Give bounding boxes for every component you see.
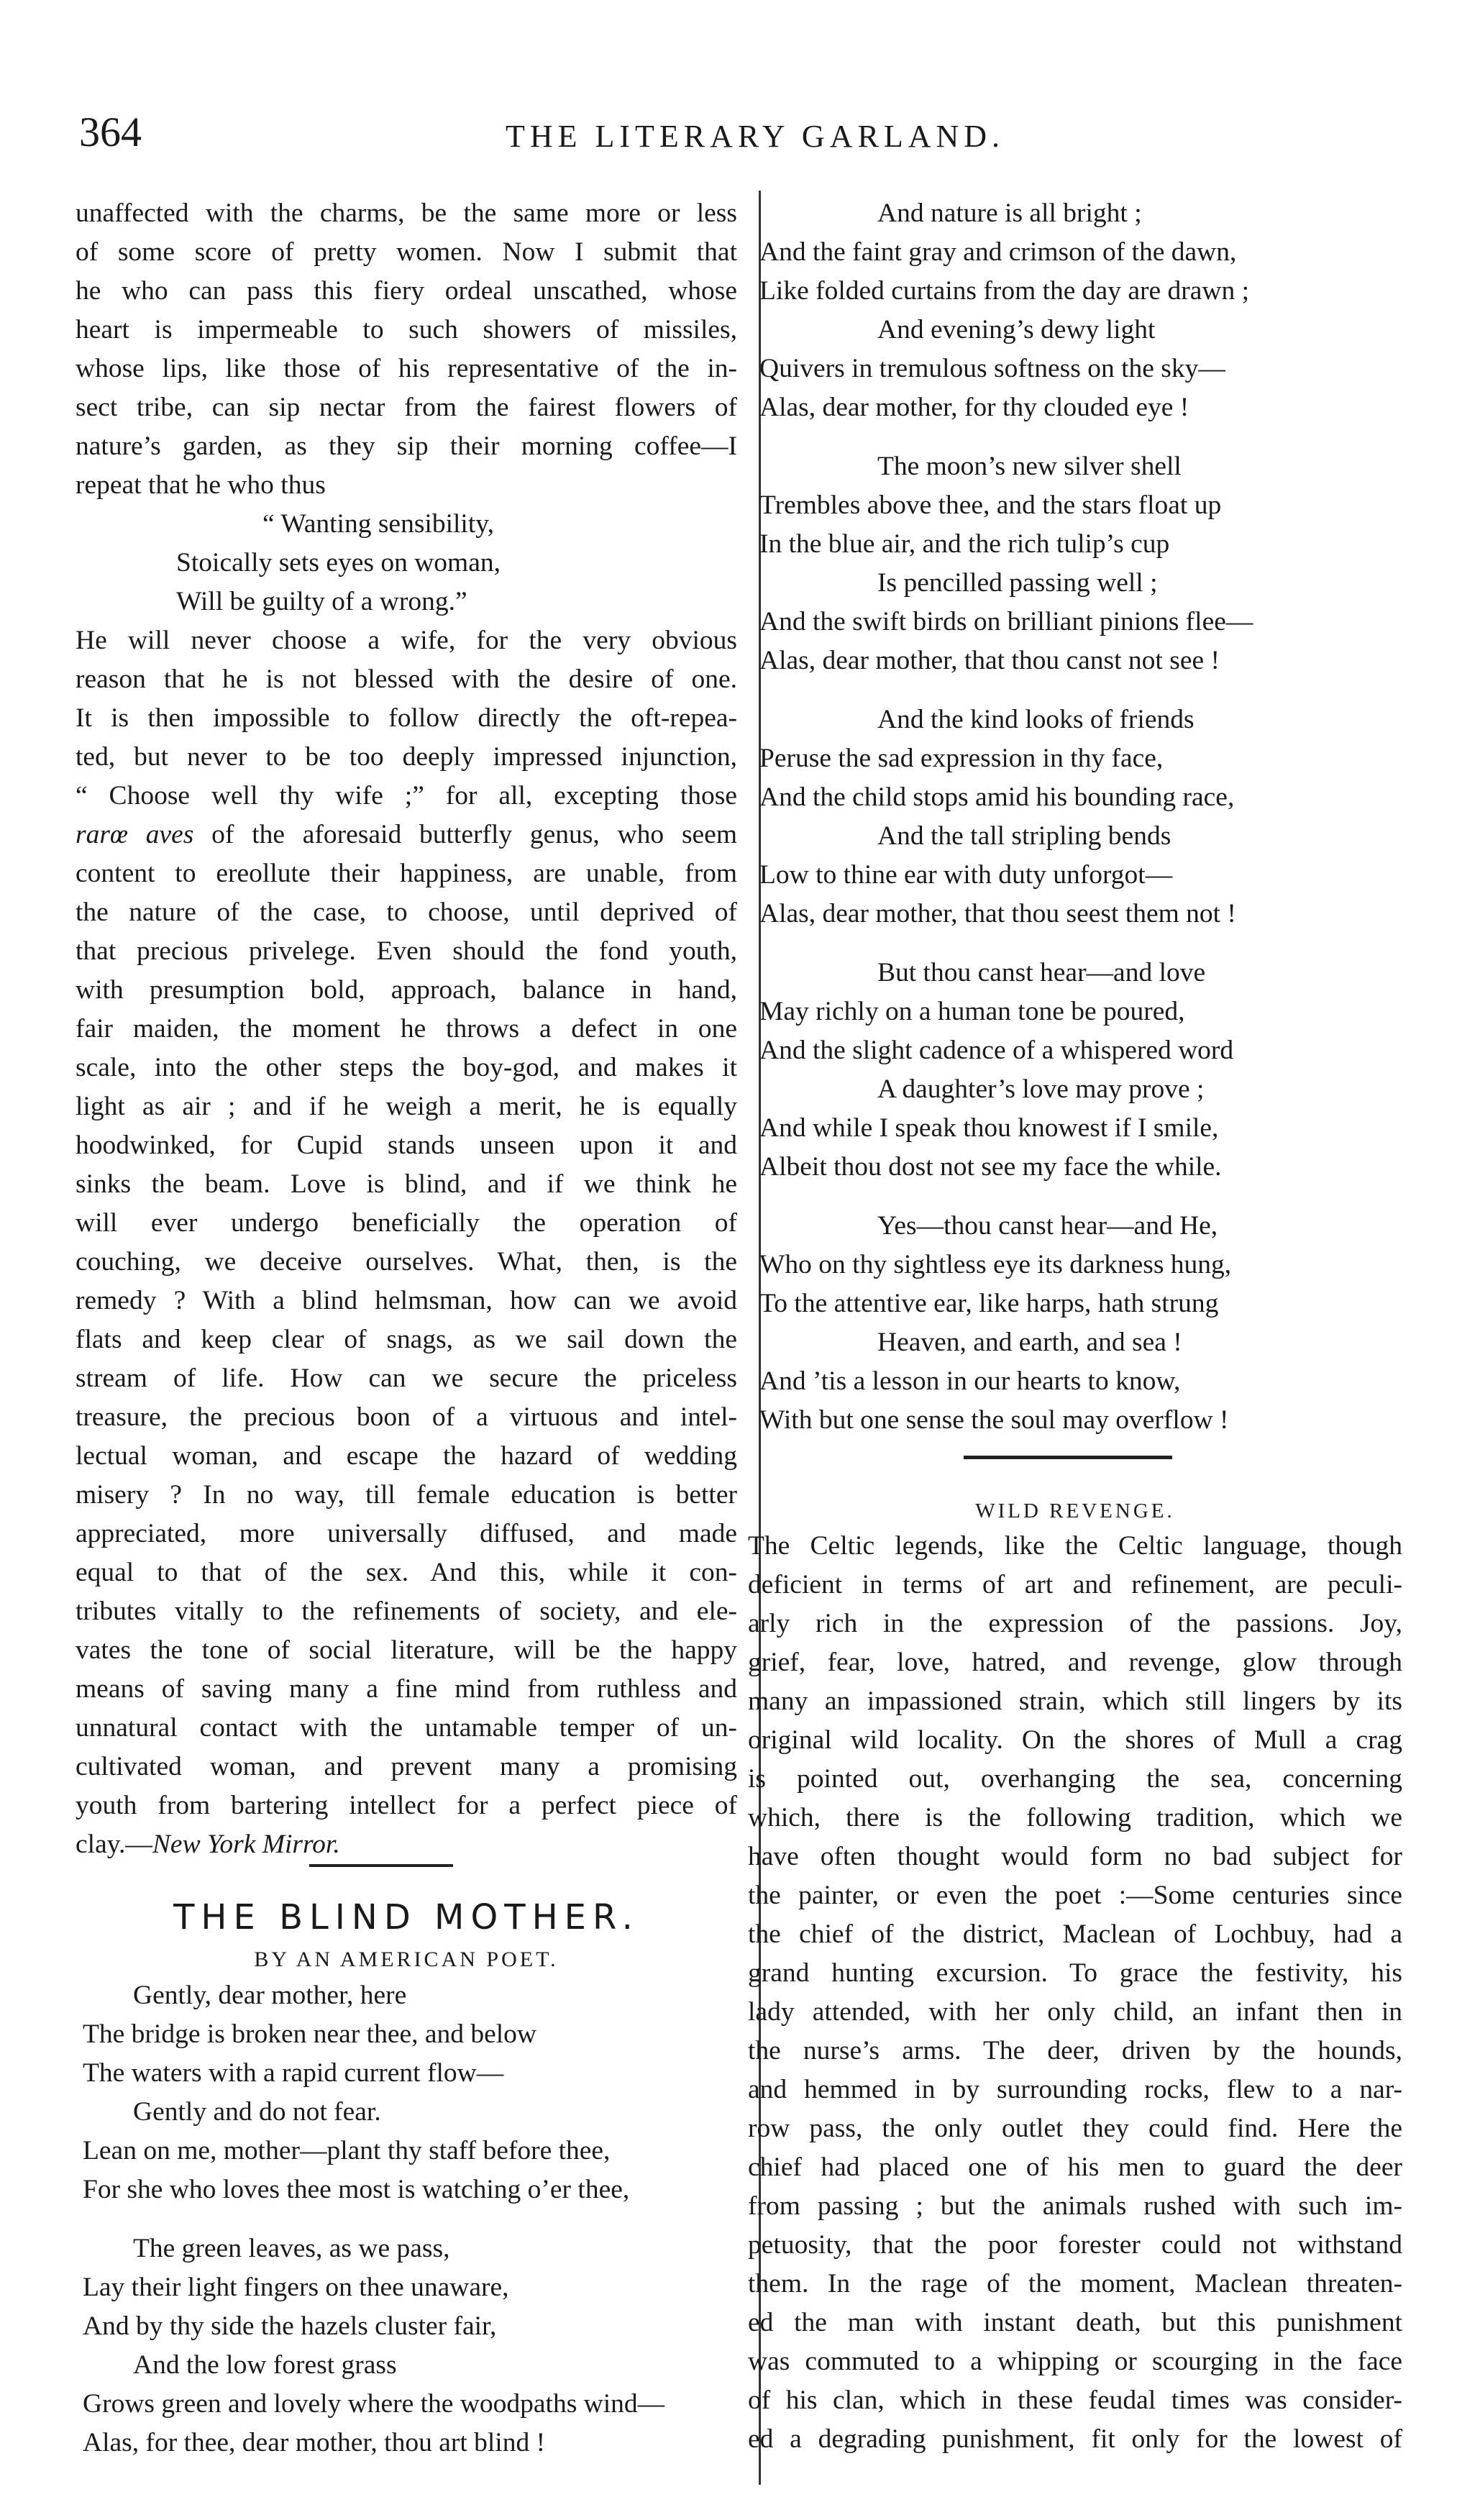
text-line: was commuted to a whipping or scourging in the face: [748, 2347, 1402, 2376]
text-line-attribution: [76, 1825, 737, 1864]
text-line: reason that he is not blessed with the desire of one.: [76, 665, 737, 694]
verse-line: And the low forest grass: [133, 2350, 397, 2380]
verse-line: To the attentive ear, like harps, hath strung: [759, 1289, 1219, 1318]
text-line: that precious privelege. Even should the fond youth,: [76, 936, 737, 966]
text-line: fair maiden, the moment he throws a defect in one: [76, 1014, 737, 1044]
verse-line: May richly on a human tone be poured,: [759, 997, 1185, 1026]
text-line: misery ? In no way, till female education is better: [76, 1480, 737, 1510]
verse-line: Albeit thou dost not see my face the while.: [759, 1152, 1222, 1182]
essay-text: [76, 194, 737, 505]
verse-line: Trembles above thee, and the stars float up: [759, 490, 1222, 520]
verse-line: And by thy side the hazels cluster fair,: [83, 2311, 497, 2341]
verse-line: Peruse the sad expression in thy face,: [759, 744, 1164, 773]
verse-line: Alas, dear mother, for thy clouded eye !: [759, 393, 1189, 422]
essay-text-continued: [76, 621, 737, 1864]
verse-line: With but one sense the soul may overflow !: [759, 1405, 1229, 1435]
verse-line: The waters with a rapid current flow—: [83, 2058, 504, 2088]
text-line: youth from bartering intellect for a perfect piece of: [76, 1791, 737, 1820]
verse-line: Who on thy sightless eye its darkness hung,: [759, 1250, 1232, 1279]
verse-line: Gently, dear mother, here: [133, 1981, 407, 2010]
text-line: lady attended, with her only child, an infant then in: [748, 1997, 1402, 2027]
verse-line: Heaven, and earth, and sea !: [877, 1328, 1182, 1357]
text-line: of some score of pretty women. Now I submit that: [76, 237, 737, 267]
text-line: cultivated woman, and prevent many a promising: [76, 1752, 737, 1781]
verse-line: And the swift birds on brilliant pinions flee—: [759, 607, 1253, 636]
verse-line: The moon’s new silver shell: [877, 452, 1182, 481]
story-text: [748, 1527, 1402, 2459]
verse-line: And while I speak thou knowest if I smile,: [759, 1113, 1219, 1143]
inline-quote: [76, 505, 737, 621]
text-line: nature’s garden, as they sip their morning coffee—I: [76, 432, 737, 461]
stanza-gap: [748, 1187, 1402, 1207]
verse-line: The bridge is broken near thee, and below: [83, 2019, 537, 2049]
text-line: them. In the rage of the moment, Maclean threaten-: [748, 2269, 1402, 2298]
text-line: the chief of the district, Maclean of Lochbuy, had a: [748, 1919, 1402, 1949]
stanza-gap: [748, 427, 1402, 447]
latin-phrase: rarœ aves: [76, 820, 194, 849]
quote-line: Will be guilty of a wrong.”: [176, 587, 467, 616]
verse-line: Alas, dear mother, that thou seest them not !: [759, 899, 1236, 928]
text-line: appreciated, more universally diffused, and made: [76, 1519, 737, 1548]
text-line: scale, into the other steps the boy-god, and makes it: [76, 1053, 737, 1082]
text-line: tributes vitally to the refinements of society, and ele-: [76, 1597, 737, 1626]
text-line: unaffected with the charms, be the same more or less: [76, 198, 737, 228]
text-line: grand hunting excursion. To grace the festivity, his: [748, 1958, 1402, 1988]
poem-title: THE BLIND MOTHER.: [173, 1897, 639, 1937]
text-line: and hemmed in by surrounding rocks, flew to a nar-: [748, 2075, 1402, 2104]
text-line: is pointed out, overhanging the sea, concerning: [748, 1764, 1402, 1794]
verse-line: Low to thine ear with duty unforgot—: [759, 860, 1173, 890]
text-line: remedy ? With a blind helmsman, how can we avoid: [76, 1286, 737, 1315]
verse-line: Quivers in tremulous softness on the sky—: [759, 354, 1225, 383]
quote-line: Stoically sets eyes on woman,: [176, 548, 501, 578]
text-line: content to ereollute their happiness, are unable, from: [76, 859, 737, 888]
text-line: chief had placed one of his men to guard the deer: [748, 2152, 1402, 2182]
left-column: [76, 194, 737, 2462]
text-line: original wild locality. On the shores of Mull a crag: [748, 1725, 1402, 1755]
text-line: means of saving many a fine mind from ruthless and: [76, 1674, 737, 1704]
verse-line: Like folded curtains from the day are drawn ;: [759, 276, 1249, 306]
text-line: grief, fear, love, hatred, and revenge, glow through: [748, 1648, 1402, 1677]
poem-stanza: [76, 2229, 737, 2462]
section-rule: [309, 1864, 453, 1867]
verse-line: Yes—thou canst hear—and He,: [877, 1211, 1218, 1241]
text-fragment: clay.—: [76, 1830, 152, 1859]
text-line: will ever undergo beneficially the operation of: [76, 1208, 737, 1238]
poem-stanza: [748, 954, 1402, 1187]
text-line: many an impassioned strain, which still lingers by its: [748, 1686, 1402, 1716]
poem-stanza: [748, 194, 1402, 427]
text-line: couching, we deceive ourselves. What, then, is the: [76, 1247, 737, 1277]
section-rule: [964, 1456, 1172, 1459]
verse-line: In the blue air, and the rich tulip’s cup: [759, 529, 1170, 559]
verse-line: And nature is all bright ;: [877, 198, 1142, 228]
verse-line: Is pencilled passing well ;: [877, 568, 1158, 598]
stanza-gap: [748, 680, 1402, 700]
verse-line: And evening’s dewy light: [877, 315, 1156, 344]
verse-line: And the tall stripling bends: [877, 821, 1171, 851]
poem-byline: BY AN AMERICAN POET.: [254, 1948, 559, 1971]
verse-line: And ’tis a lesson in our hearts to know,: [759, 1366, 1181, 1396]
page-header: [79, 108, 1431, 173]
text-line: heart is impermeable to such showers of missiles,: [76, 315, 737, 344]
source-attribution: New York Mirror.: [152, 1830, 340, 1859]
text-line: rarœ aves of the aforesaid butterfly genus, who seem: [76, 820, 737, 849]
verse-line: Alas, dear mother, that thou canst not see !: [759, 646, 1220, 675]
text-line: flats and keep clear of snags, as we sail down the: [76, 1325, 737, 1354]
text-line: with presumption bold, approach, balance in hand,: [76, 975, 737, 1005]
text-line: hoodwinked, for Cupid stands unseen upon it and: [76, 1131, 737, 1160]
verse-line: But thou canst hear—and love: [877, 958, 1206, 987]
text-line: equal to that of the sex. And this, while it con-: [76, 1558, 737, 1587]
text-line: unnatural contact with the untamable temper of un-: [76, 1713, 737, 1743]
text-line: of his clan, which in these feudal times was consider-: [748, 2386, 1402, 2415]
section-title: WILD REVENGE.: [975, 1499, 1175, 1522]
text-line: row pass, the only outlet they could find. Here the: [748, 2114, 1402, 2143]
text-line: from passing ; but the animals rushed with such im-: [748, 2191, 1402, 2221]
text-line: lectual woman, and escape the hazard of wedding: [76, 1441, 737, 1471]
text-line: repeat that he who thus: [76, 470, 326, 500]
verse-line: And the slight cadence of a whispered word: [759, 1036, 1234, 1065]
text-line: ed the man with instant death, but this punishment: [748, 2308, 1402, 2337]
text-line: the painter, or even the poet :—Some centuries since: [748, 1881, 1402, 1910]
text-line: “ Choose well thy wife ;” for all, excepting those: [76, 781, 737, 811]
text-line: he who can pass this fiery ordeal unscathed, whose: [76, 276, 737, 306]
verse-line: And the kind looks of friends: [877, 705, 1194, 734]
text-line: which, there is the following tradition, which we: [748, 1803, 1402, 1832]
text-line: the nature of the case, to choose, until deprived of: [76, 898, 737, 927]
text-line: light as air ; and if he weigh a merit, he is equally: [76, 1092, 737, 1121]
stanza-gap: [76, 2209, 737, 2229]
verse-line: And the faint gray and crimson of the dawn,: [759, 237, 1237, 267]
poem-stanza: [748, 447, 1402, 680]
poem-stanza: [748, 1207, 1402, 1440]
text-line: deficient in terms of art and refinement, are peculi-: [748, 1570, 1402, 1599]
verse-line: Lean on me, mother—plant thy staff before thee,: [83, 2136, 611, 2165]
verse-line: And the child stops amid his bounding race,: [759, 782, 1235, 812]
text-line: treasure, the precious boon of a virtuous and intel-: [76, 1402, 737, 1432]
text-line: petuosity, that the poor forester could not withstand: [748, 2230, 1402, 2260]
text-line: The Celtic legends, like the Celtic language, though: [748, 1531, 1402, 1561]
text-line: the nurse’s arms. The deer, driven by the hounds,: [748, 2036, 1402, 2065]
verse-line: Alas, for thee, dear mother, thou art blind !: [83, 2428, 546, 2457]
verse-line: Grows green and lovely where the woodpaths wind—: [83, 2389, 665, 2419]
verse-line: The green leaves, as we pass,: [133, 2234, 450, 2263]
text-line: sect tribe, can sip nectar from the fairest flowers of: [76, 393, 737, 422]
text-line: ted, but never to be too deeply impressed injunction,: [76, 742, 737, 772]
poem-stanza: [748, 700, 1402, 933]
quote-line: “ Wanting sensibility,: [262, 509, 494, 539]
poem-stanza: [76, 1976, 737, 2209]
text-line: stream of life. How can we secure the priceless: [76, 1364, 737, 1393]
text-line: He will never choose a wife, for the very obvious: [76, 626, 737, 655]
right-column: [748, 194, 1402, 2459]
text-line: vates the tone of social literature, will be the happy: [76, 1635, 737, 1665]
running-title: THE LITERARY GARLAND.: [505, 119, 1005, 154]
text-line: have often thought would form no bad subject for: [748, 1842, 1402, 1871]
text-line: ed a degrading punishment, fit only for the lowest of: [748, 2424, 1402, 2454]
text-line: whose lips, like those of his representative of the in-: [76, 354, 737, 383]
stanza-gap: [748, 933, 1402, 954]
text-line: It is then impossible to follow directly the oft-repea-: [76, 703, 737, 733]
verse-line: Gently and do not fear.: [133, 2097, 381, 2127]
page-number: 364: [79, 109, 142, 155]
text-line: arly rich in the expression of the passions. Joy,: [748, 1609, 1402, 1638]
verse-line: For she who loves thee most is watching o’er thee,: [83, 2175, 630, 2204]
text-line: sinks the beam. Love is blind, and if we think he: [76, 1169, 737, 1199]
verse-line: A daughter’s love may prove ;: [877, 1074, 1205, 1104]
verse-line: Lay their light fingers on thee unaware,: [83, 2273, 509, 2302]
